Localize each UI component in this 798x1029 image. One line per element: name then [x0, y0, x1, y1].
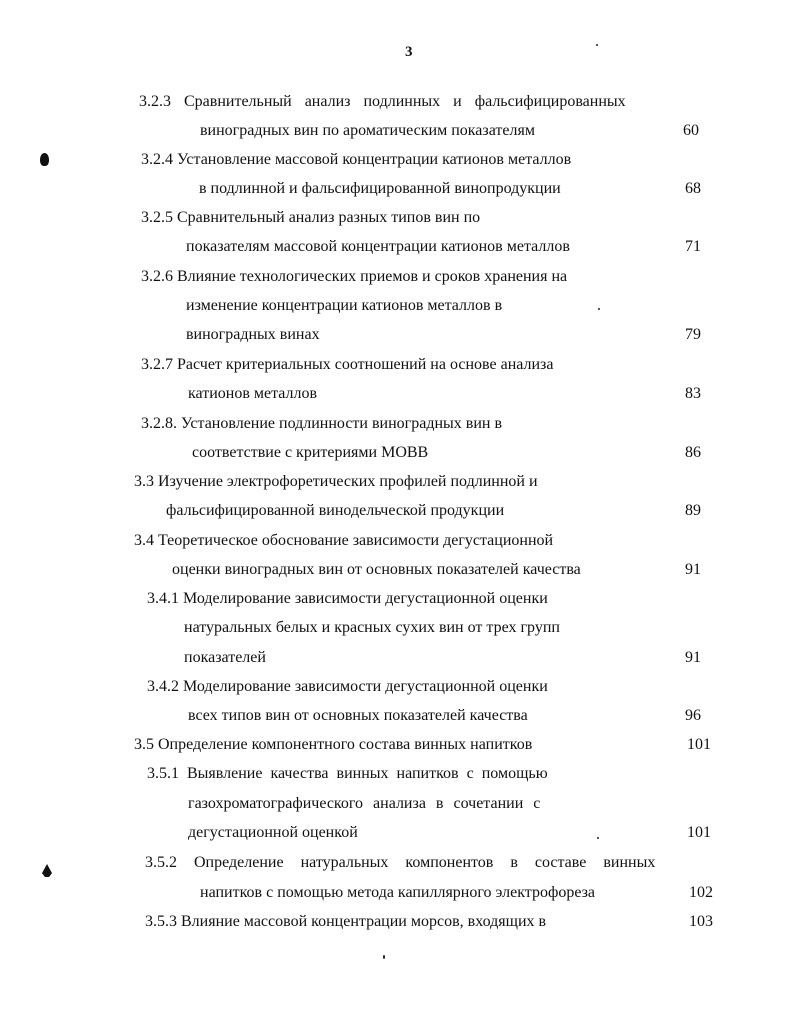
- toc-entry-line: газохроматографического анализа в сочетании с: [188, 795, 541, 812]
- toc-entry-line: 3.2.4 Установление массовой концентрации катионов металлов: [141, 151, 572, 168]
- ink-mark-bottom: [42, 864, 52, 877]
- page-number: 3: [405, 44, 413, 60]
- toc-entry-line: оценки виноградных вин от основных показателей качества: [172, 561, 581, 578]
- toc-page-number: 83: [685, 385, 701, 402]
- toc-page-number: 86: [685, 444, 701, 461]
- toc-page-number: 68: [685, 180, 701, 197]
- toc-entry-line: всех типов вин от основных показателей качества: [188, 707, 528, 724]
- toc-entry-line: 3.2.6 Влияние технологических приемов и сроков хранения на: [141, 268, 568, 285]
- toc-entry-line: 3.4.2 Моделирование зависимости дегустационной оценки: [147, 678, 548, 695]
- toc-entry-line: 3.5 Определение компонентного состава винных напитков: [134, 736, 533, 753]
- scan-speck: [596, 44, 598, 46]
- toc-entry-line: показателям массовой концентрации катионов металлов: [186, 238, 570, 255]
- toc-page-number: 79: [685, 326, 701, 343]
- toc-entry-line: изменение концентрации катионов металлов в: [186, 297, 503, 314]
- toc-entry-line: виноградных вин по ароматическим показателям: [200, 122, 535, 139]
- toc-entry-line: 3.4 Теоретическое обоснование зависимости дегустационной: [134, 532, 554, 549]
- toc-page-number: 102: [689, 884, 713, 901]
- toc-page-number: 103: [689, 913, 713, 930]
- toc-entry-line: дегустационной оценкой: [188, 824, 358, 841]
- toc-page-number: 71: [685, 238, 701, 255]
- toc-entry-line: показателей: [184, 649, 266, 666]
- toc-entry-line: виноградных винах: [186, 326, 320, 343]
- toc-entry-line: фальсифицированной винодельческой продукции: [166, 502, 505, 519]
- toc-entry-line: 3.3 Изучение электрофоретических профилей подлинной и: [134, 473, 538, 490]
- toc-page-number: 101: [687, 824, 711, 841]
- scan-speck: [383, 955, 385, 959]
- toc-entry-line: в подлинной и фальсифицированной винопродукции: [199, 180, 561, 197]
- toc-entry-line: 3.4.1 Моделирование зависимости дегустационной оценки: [147, 590, 548, 607]
- toc-page-number: 89: [685, 502, 701, 519]
- toc-page-number: 91: [685, 649, 701, 666]
- toc-entry-line: 3.2.8. Установление подлинности виноградных вин в: [141, 415, 503, 432]
- toc-entry-line: 3.2.5 Сравнительный анализ разных типов вин по: [141, 209, 481, 226]
- toc-entry-line: 3.5.3 Влияние массовой концентрации морсов, входящих в: [145, 913, 547, 930]
- toc-entry-line: катионов металлов: [188, 385, 318, 402]
- toc-entry-line: 3.2.7 Расчет критериальных соотношений на основе анализа: [141, 356, 554, 373]
- ink-mark-top: [40, 153, 49, 166]
- toc-entry-line: соответствие с критериями МОВВ: [192, 444, 429, 461]
- toc-entry-line: 3.5.2 Определение натуральных компонентов в составе винных: [145, 854, 656, 871]
- toc-page-number: 60: [683, 122, 699, 139]
- toc-entry-line: 3.5.1 Выявление качества винных напитков с помощью: [147, 765, 548, 782]
- scan-speck: [598, 308, 600, 310]
- toc-entry-line: напитков с помощью метода капиллярного электрофореза: [200, 884, 596, 901]
- toc-page-number: 96: [685, 707, 701, 724]
- toc-page-number: 91: [685, 561, 701, 578]
- scan-speck: [597, 837, 599, 839]
- toc-entry-line: натуральных белых и красных сухих вин от трех групп: [184, 619, 560, 636]
- toc-entry-line: 3.2.3 Сравнительный анализ подлинных и фальсифицированных: [139, 93, 626, 110]
- toc-page-number: 101: [687, 736, 711, 753]
